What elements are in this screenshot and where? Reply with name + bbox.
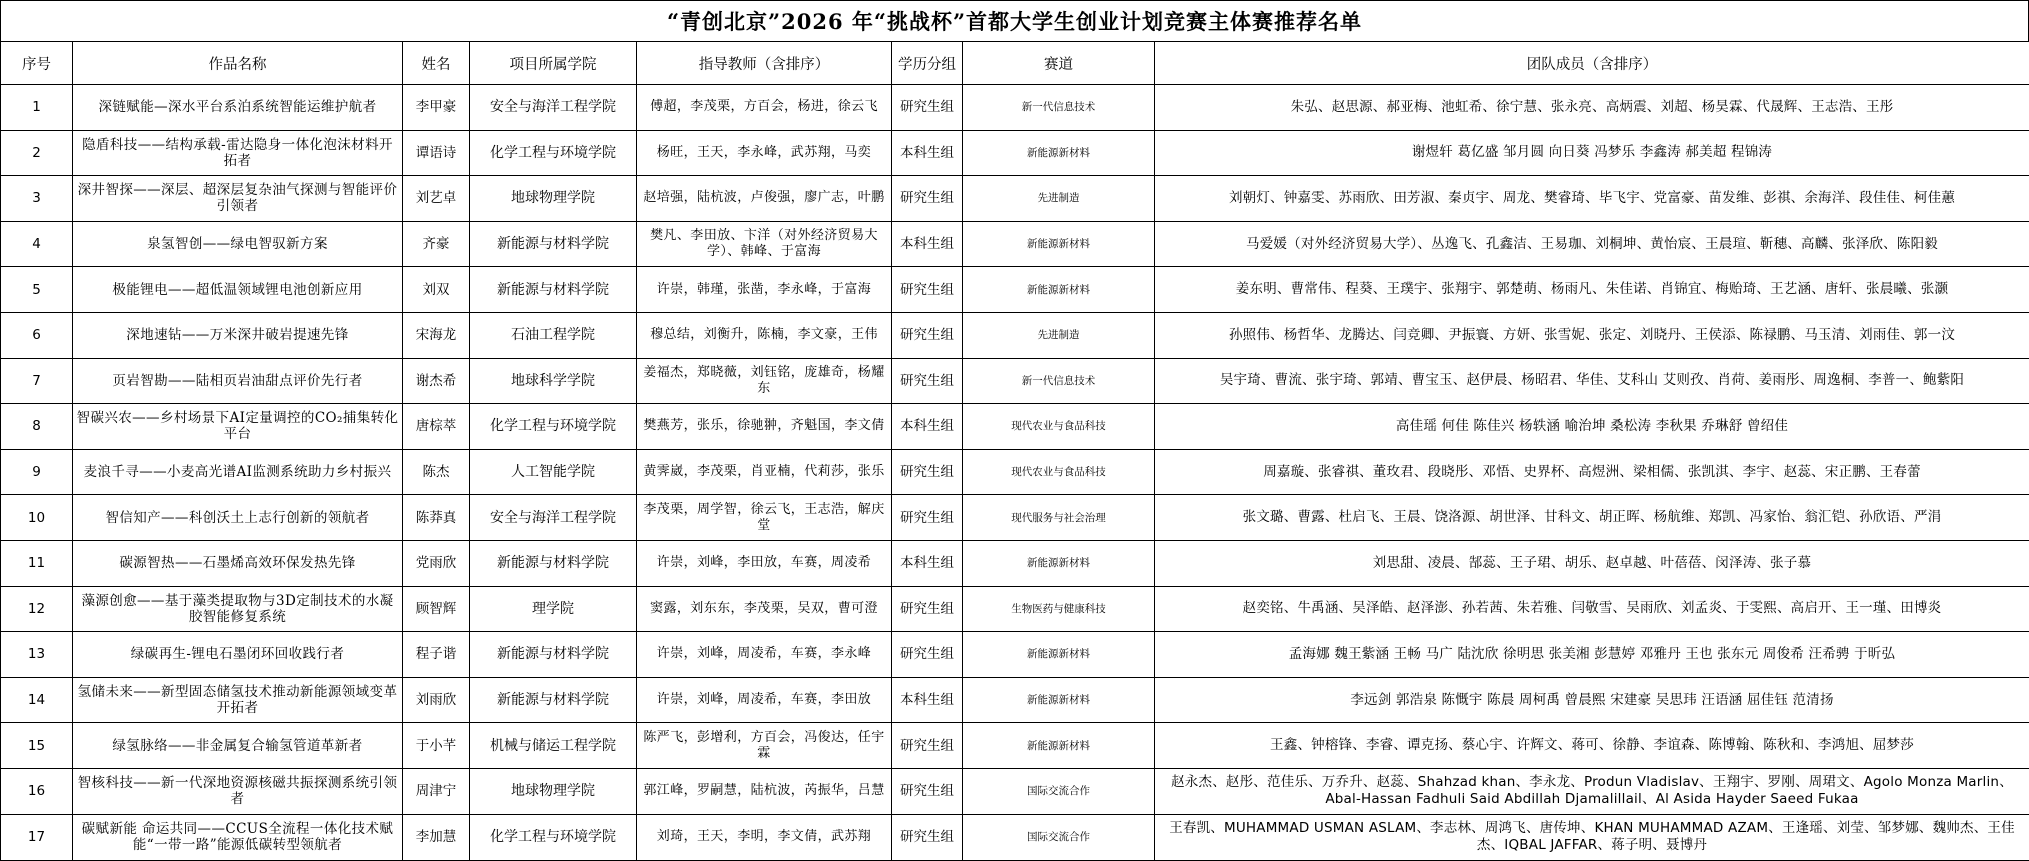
- cell-no: 3: [1, 176, 73, 222]
- cell-name: 宋海龙: [403, 312, 470, 358]
- cell-teacher: 傅超，李茂栗，方百会，杨进，徐云飞: [637, 85, 892, 131]
- cell-group: 本科生组: [892, 130, 963, 176]
- cell-name: 李加慧: [403, 814, 470, 860]
- header-no: 序号: [1, 42, 73, 85]
- cell-college: 地球物理学院: [470, 176, 637, 222]
- cell-members: 姜东明、曹常伟、程葵、王璞宇、张翔宇、郭楚萌、杨雨凡、朱佳诺、肖锦宜、梅贻琦、王艺涵、唐轩、张晨曦、张灏: [1155, 267, 2029, 313]
- cell-no: 9: [1, 449, 73, 495]
- cell-college: 化学工程与环境学院: [470, 404, 637, 450]
- cell-work: 智核科技——新一代深地资源核磁共振探测系统引领者: [73, 768, 403, 814]
- cell-no: 4: [1, 221, 73, 267]
- cell-no: 11: [1, 540, 73, 586]
- table-row: [1, 176, 2029, 222]
- cell-teacher: 刘琦，王天，李明，李文倩，武苏翔: [637, 814, 892, 860]
- cell-track: 新能源新材料: [963, 130, 1155, 176]
- cell-name: 李甲豪: [403, 85, 470, 131]
- cell-track: 先进制造: [963, 176, 1155, 222]
- cell-teacher: 许崇，韩瑾，张凿，李永峰，于富海: [637, 267, 892, 313]
- table-row: [1, 723, 2029, 769]
- cell-name: 程子谐: [403, 632, 470, 678]
- cell-members: 高佳瑶 何佳 陈佳兴 杨轶涵 喻治坤 桑松涛 李秋果 乔琳舒 曾绍佳: [1155, 404, 2029, 450]
- cell-teacher: 杨旺，王天，李永峰，武苏翔，马奕: [637, 130, 892, 176]
- cell-track: 新能源新材料: [963, 540, 1155, 586]
- cell-members: 谢煜轩 葛亿盛 邹月圆 向日葵 冯梦乐 李鑫涛 郝美超 程锦涛: [1155, 130, 2029, 176]
- cell-group: 研究生组: [892, 312, 963, 358]
- cell-no: 13: [1, 632, 73, 678]
- cell-teacher: 穆总结，刘衡升，陈楠，李文豪，王伟: [637, 312, 892, 358]
- cell-group: 本科生组: [892, 221, 963, 267]
- cell-no: 1: [1, 85, 73, 131]
- cell-college: 石油工程学院: [470, 312, 637, 358]
- cell-track: 国际交流合作: [963, 768, 1155, 814]
- cell-college: 安全与海洋工程学院: [470, 85, 637, 131]
- cell-track: 新能源新材料: [963, 677, 1155, 723]
- cell-no: 12: [1, 586, 73, 632]
- cell-members: 刘思甜、凌晨、郜蕊、王子珺、胡乐、赵卓越、叶蓓蓓、闵泽涛、张子慕: [1155, 540, 2029, 586]
- cell-work: 氢储未来——新型固态储氢技术推动新能源领域变革开拓者: [73, 677, 403, 723]
- cell-track: 生物医药与健康科技: [963, 586, 1155, 632]
- cell-track: 新能源新材料: [963, 723, 1155, 769]
- table-row: [1, 586, 2029, 632]
- table-row: [1, 404, 2029, 450]
- cell-teacher: 樊燕芳，张乐，徐驰翀，齐魁国，李文倩: [637, 404, 892, 450]
- cell-work: 深井智探——深层、超深层复杂油气探测与智能评价引领者: [73, 176, 403, 222]
- cell-members: 周嘉璇、张睿祺、董玫君、段晓彤、邓悟、史界杯、高煜洲、梁相儒、张凯淇、李宇、赵蕊、宋正鹏、王春蕾: [1155, 449, 2029, 495]
- cell-group: 研究生组: [892, 449, 963, 495]
- cell-teacher: 许崇，刘峰，周凌希，车赛，李田放: [637, 677, 892, 723]
- cell-no: 6: [1, 312, 73, 358]
- cell-name: 唐棕萃: [403, 404, 470, 450]
- cell-college: 机械与储运工程学院: [470, 723, 637, 769]
- cell-name: 刘艺卓: [403, 176, 470, 222]
- cell-no: 8: [1, 404, 73, 450]
- table-row: [1, 495, 2029, 541]
- cell-no: 17: [1, 814, 73, 860]
- table-row: [1, 449, 2029, 495]
- cell-no: 2: [1, 130, 73, 176]
- cell-college: 化学工程与环境学院: [470, 814, 637, 860]
- cell-track: 新一代信息技术: [963, 358, 1155, 404]
- cell-group: 研究生组: [892, 768, 963, 814]
- cell-group: 研究生组: [892, 723, 963, 769]
- cell-name: 陈杰: [403, 449, 470, 495]
- cell-members: 王春凯、MUHAMMAD USMAN ASLAM、李志林、周鸿飞、唐传坤、KHAN MUHAMMAD AZAM、王逢瑶、刘莹、邹梦娜、魏帅杰、王佳杰、IQBAL JAFFAR、蒋子明、聂博丹: [1155, 814, 2029, 860]
- cell-college: 理学院: [470, 586, 637, 632]
- table-row: [1, 358, 2029, 404]
- cell-group: 研究生组: [892, 267, 963, 313]
- cell-track: 国际交流合作: [963, 814, 1155, 860]
- cell-college: 化学工程与环境学院: [470, 130, 637, 176]
- cell-members: 赵奕铭、牛禹涵、吴泽皓、赵泽澎、孙若茜、朱若雅、闫敬雪、吴雨欣、刘孟炎、于雯熙、高启开、王一瑾、田博炎: [1155, 586, 2029, 632]
- cell-teacher: 窦露，刘东东，李茂栗，吴双，曹可澄: [637, 586, 892, 632]
- cell-teacher: 黄霁崴，李茂栗，肖亚楠，代莉莎，张乐: [637, 449, 892, 495]
- cell-college: 新能源与材料学院: [470, 632, 637, 678]
- cell-college: 新能源与材料学院: [470, 267, 637, 313]
- cell-group: 本科生组: [892, 404, 963, 450]
- cell-work: 碳源智热——石墨烯高效环保发热先锋: [73, 540, 403, 586]
- cell-track: 新一代信息技术: [963, 85, 1155, 131]
- cell-no: 5: [1, 267, 73, 313]
- cell-name: 谢杰希: [403, 358, 470, 404]
- cell-members: 张文璐、曹露、杜启飞、王晨、饶洛源、胡世泽、甘科文、胡正晖、杨航维、郑凯、冯家怡、翁汇铠、孙欣语、严涓: [1155, 495, 2029, 541]
- cell-work: 页岩智勘——陆相页岩油甜点评价先行者: [73, 358, 403, 404]
- header-college: 项目所属学院: [470, 42, 637, 85]
- cell-name: 刘雨欣: [403, 677, 470, 723]
- cell-group: 研究生组: [892, 586, 963, 632]
- cell-group: 研究生组: [892, 814, 963, 860]
- cell-members: 李远剑 郭浩泉 陈慨宇 陈晨 周柯禹 曾晨熙 宋建豪 吴思玮 汪语涵 屈佳钰 范清扬: [1155, 677, 2029, 723]
- cell-work: 麦浪千寻——小麦高光谱AI监测系统助力乡村振兴: [73, 449, 403, 495]
- cell-name: 党雨欣: [403, 540, 470, 586]
- cell-teacher: 郭江峰，罗嗣慧，陆杭波，芮振华，吕慧: [637, 768, 892, 814]
- header-work: 作品名称: [73, 42, 403, 85]
- cell-teacher: 陈严飞，彭增利，方百会，冯俊达，任宇霖: [637, 723, 892, 769]
- table-row: [1, 540, 2029, 586]
- cell-members: 马爱媛（对外经济贸易大学）、丛逸飞、孔鑫洁、王易珈、刘桐坤、黄怡宸、王晨瑄、靳穗、高麟、张泽欣、陈阳毅: [1155, 221, 2029, 267]
- cell-group: 研究生组: [892, 495, 963, 541]
- cell-college: 新能源与材料学院: [470, 677, 637, 723]
- header-group: 学历分组: [892, 42, 963, 85]
- cell-work: 深地速钻——万米深井破岩提速先锋: [73, 312, 403, 358]
- cell-work: 智碳兴农——乡村场景下AI定量调控的CO₂捕集转化平台: [73, 404, 403, 450]
- recommendation-table: [0, 41, 2029, 861]
- cell-track: 先进制造: [963, 312, 1155, 358]
- cell-name: 陈莽真: [403, 495, 470, 541]
- table-row: [1, 814, 2029, 860]
- cell-no: 16: [1, 768, 73, 814]
- cell-work: 藻源创愈——基于藻类提取物与3D定制技术的水凝胶智能修复系统: [73, 586, 403, 632]
- cell-work: 极能锂电——超低温领域锂电池创新应用: [73, 267, 403, 313]
- cell-college: 地球物理学院: [470, 768, 637, 814]
- cell-group: 研究生组: [892, 85, 963, 131]
- cell-group: 本科生组: [892, 677, 963, 723]
- cell-track: 现代服务与社会治理: [963, 495, 1155, 541]
- table-row: [1, 221, 2029, 267]
- cell-members: 刘朝灯、钟嘉雯、苏雨欣、田芳淑、秦贞宇、周龙、樊睿琦、毕飞宇、党富豪、苗发维、彭祺、余海洋、段佳佳、柯佳蕙: [1155, 176, 2029, 222]
- cell-work: 绿氢脉络——非金属复合输氢管道革新者: [73, 723, 403, 769]
- cell-members: 王鑫、钟榕锋、李睿、谭克扬、蔡心宇、许辉文、蒋可、徐静、李谊森、陈博翰、陈秋和、李鸿旭、屈梦莎: [1155, 723, 2029, 769]
- table-row: [1, 85, 2029, 131]
- table-row: [1, 130, 2029, 176]
- cell-teacher: 樊凡、李田放、卞洋（对外经济贸易大学）、韩峰、于富海: [637, 221, 892, 267]
- header-track: 赛道: [963, 42, 1155, 85]
- cell-name: 顾智辉: [403, 586, 470, 632]
- cell-teacher: 赵培强，陆杭波，卢俊强，廖广志，叶鹏: [637, 176, 892, 222]
- header-members: 团队成员（含排序）: [1155, 42, 2029, 85]
- cell-work: 隐盾科技——结构承载-雷达隐身一体化泡沫材料开拓者: [73, 130, 403, 176]
- cell-group: 研究生组: [892, 176, 963, 222]
- cell-track: 现代农业与食品科技: [963, 404, 1155, 450]
- cell-members: 孙照伟、杨哲华、龙腾达、闫竞卿、尹振寰、方妍、张雪妮、张定、刘晓丹、王侯添、陈禄鹏、马玉清、刘雨佳、郭一汶: [1155, 312, 2029, 358]
- cell-no: 7: [1, 358, 73, 404]
- table-row: [1, 267, 2029, 313]
- cell-teacher: 许崇，刘峰，李田放，车赛，周凌希: [637, 540, 892, 586]
- cell-name: 周津宁: [403, 768, 470, 814]
- cell-name: 谭语诗: [403, 130, 470, 176]
- table-row: [1, 768, 2029, 814]
- cell-group: 本科生组: [892, 540, 963, 586]
- cell-teacher: 许崇，刘峰，周凌希，车赛，李永峰: [637, 632, 892, 678]
- table-row: [1, 632, 2029, 678]
- header-teacher: 指导教师（含排序）: [637, 42, 892, 85]
- cell-members: 吴宇琦、曹流、张宇琦、郭靖、曹宝玉、赵伊晨、杨昭君、华佳、艾科山 艾则孜、肖荷、姜雨彤、周逸桐、李普一、鲍紫阳: [1155, 358, 2029, 404]
- cell-college: 安全与海洋工程学院: [470, 495, 637, 541]
- header-name: 姓名: [403, 42, 470, 85]
- cell-no: 14: [1, 677, 73, 723]
- cell-group: 研究生组: [892, 358, 963, 404]
- cell-work: 智信知产——科创沃土上志行创新的领航者: [73, 495, 403, 541]
- sheet-title: “青创北京”2026 年“挑战杯”首都大学生创业计划竞赛主体赛推荐名单: [0, 0, 2029, 41]
- table-row: [1, 312, 2029, 358]
- cell-work: 泉氢智创——绿电智驭新方案: [73, 221, 403, 267]
- cell-teacher: 姜福杰，郑晓薇，刘钰铭，庞雄奇，杨耀东: [637, 358, 892, 404]
- cell-track: 新能源新材料: [963, 221, 1155, 267]
- cell-college: 地球科学学院: [470, 358, 637, 404]
- cell-work: 绿碳再生-锂电石墨闭环回收践行者: [73, 632, 403, 678]
- cell-group: 研究生组: [892, 632, 963, 678]
- cell-work: 深链赋能—深水平台系泊系统智能运维护航者: [73, 85, 403, 131]
- cell-no: 10: [1, 495, 73, 541]
- cell-college: 新能源与材料学院: [470, 221, 637, 267]
- cell-track: 新能源新材料: [963, 632, 1155, 678]
- cell-college: 人工智能学院: [470, 449, 637, 495]
- cell-name: 齐豪: [403, 221, 470, 267]
- cell-name: 刘双: [403, 267, 470, 313]
- cell-name: 于小芊: [403, 723, 470, 769]
- table-row: [1, 677, 2029, 723]
- cell-no: 15: [1, 723, 73, 769]
- cell-track: 现代农业与食品科技: [963, 449, 1155, 495]
- cell-teacher: 李茂栗，周学智，徐云飞，王志浩，解庆堂: [637, 495, 892, 541]
- cell-members: 朱弘、赵思源、郝亚梅、池虹希、徐宁慧、张永亮、高炳震、刘超、杨昊霖、代晟辉、王志浩、王彤: [1155, 85, 2029, 131]
- cell-track: 新能源新材料: [963, 267, 1155, 313]
- cell-college: 新能源与材料学院: [470, 540, 637, 586]
- cell-members: 赵永杰、赵彤、范佳乐、万乔升、赵蕊、Shahzad khan、李永龙、Produn Vladislav、王翔宇、罗刚、周珺文、Agolo Monza Marlin、Abal-Hassan Fadhuli Said Abdillah Djamalillail、Al Asida Hayder Saeed Fukaa: [1155, 768, 2029, 814]
- cell-work: 碳赋新能 命运共同——CCUS全流程一体化技术赋能“一带一路”能源低碳转型领航者: [73, 814, 403, 860]
- cell-members: 孟海娜 魏王紫涵 王畅 马广 陆沈欣 徐明思 张美湘 彭慧婷 邓雅丹 王也 张东元 周俊希 汪希骋 于昕弘: [1155, 632, 2029, 678]
- header-row: [1, 42, 2029, 85]
